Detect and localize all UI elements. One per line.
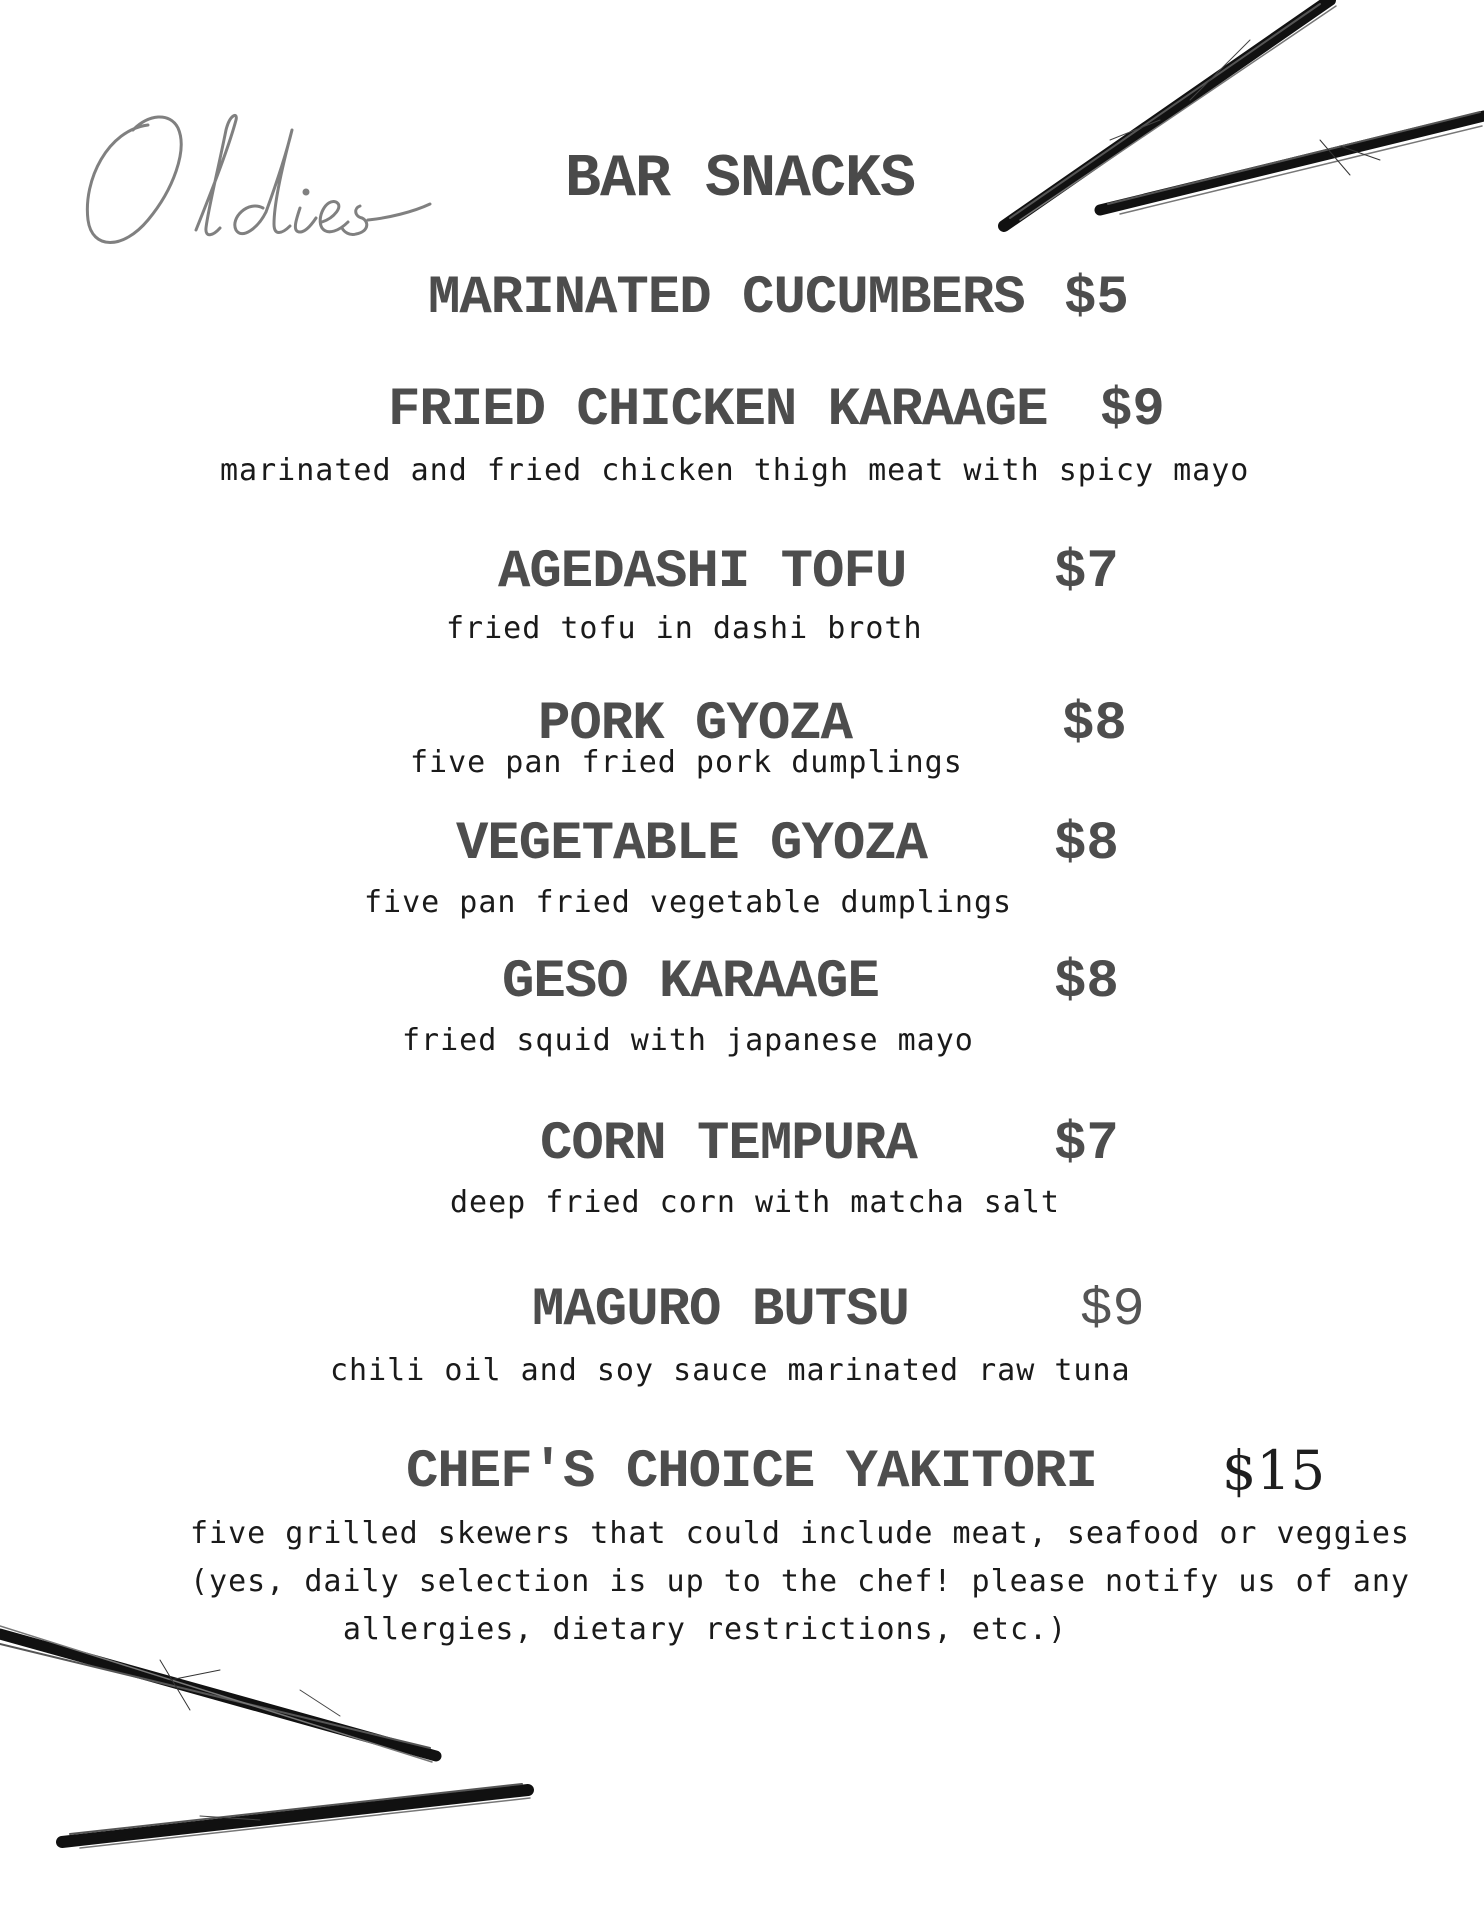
item-price-maguro-butsu: $9 (1080, 1280, 1145, 1341)
item-price-vegetable-gyoza: $8 (1054, 814, 1119, 875)
item-price-pork-gyoza: $8 (1062, 694, 1127, 755)
item-price-marinated-cucumbers: $5 (1064, 268, 1129, 329)
item-name-fried-chicken-karaage: FRIED CHICKEN KARAAGE (388, 380, 1048, 441)
item-description-maguro-butsu: chili oil and soy sauce marinated raw tuna (330, 1353, 1131, 1388)
item-price-agedashi-tofu: $7 (1054, 542, 1119, 603)
item-name-geso-karaage: GESO KARAAGE (502, 952, 879, 1013)
description-line: five grilled skewers that could include meat, seafood or veggies (190, 1516, 1410, 1551)
item-price-corn-tempura: $7 (1054, 1114, 1119, 1175)
item-name-marinated-cucumbers: MARINATED CUCUMBERS (428, 268, 1025, 329)
item-name-pork-gyoza: PORK GYOZA (538, 694, 853, 755)
item-description-vegetable-gyoza: five pan fried vegetable dumplings (364, 885, 1013, 920)
item-price-geso-karaage: $8 (1054, 952, 1119, 1013)
item-description-geso-karaage: fried squid with japanese mayo (402, 1023, 974, 1058)
description-line: allergies, dietary restrictions, etc.) (342, 1612, 1068, 1647)
item-name-agedashi-tofu: AGEDASHI TOFU (498, 542, 907, 603)
item-description-corn-tempura: deep fried corn with matcha salt (450, 1185, 1060, 1220)
item-price-chefs-choice-yakitori: $15 (1222, 1439, 1326, 1502)
item-description-fried-chicken-karaage: marinated and fried chicken thigh meat with spicy mayo (220, 453, 1250, 488)
item-name-vegetable-gyoza: VEGETABLE GYOZA (456, 814, 928, 875)
section-title: BAR SNACKS (564, 146, 916, 214)
description-line: (yes, daily selection is up to the chef! please notify us of any (190, 1564, 1410, 1599)
item-name-chefs-choice-yakitori: CHEF'S CHOICE YAKITORI (406, 1442, 1097, 1503)
item-name-corn-tempura: CORN TEMPURA (540, 1114, 917, 1175)
chopsticks-bottom-left-illustration (0, 1620, 540, 1860)
item-description-pork-gyoza: five pan fried pork dumplings (410, 745, 963, 780)
chopsticks-top-right-illustration (990, 0, 1484, 240)
oldies-logo (78, 100, 458, 260)
item-description-agedashi-tofu: fried tofu in dashi broth (446, 611, 923, 646)
item-name-maguro-butsu: MAGURO BUTSU (532, 1280, 909, 1341)
item-price-fried-chicken-karaage: $9 (1100, 380, 1165, 441)
item-description-chefs-choice-yakitori (190, 1510, 1410, 1654)
